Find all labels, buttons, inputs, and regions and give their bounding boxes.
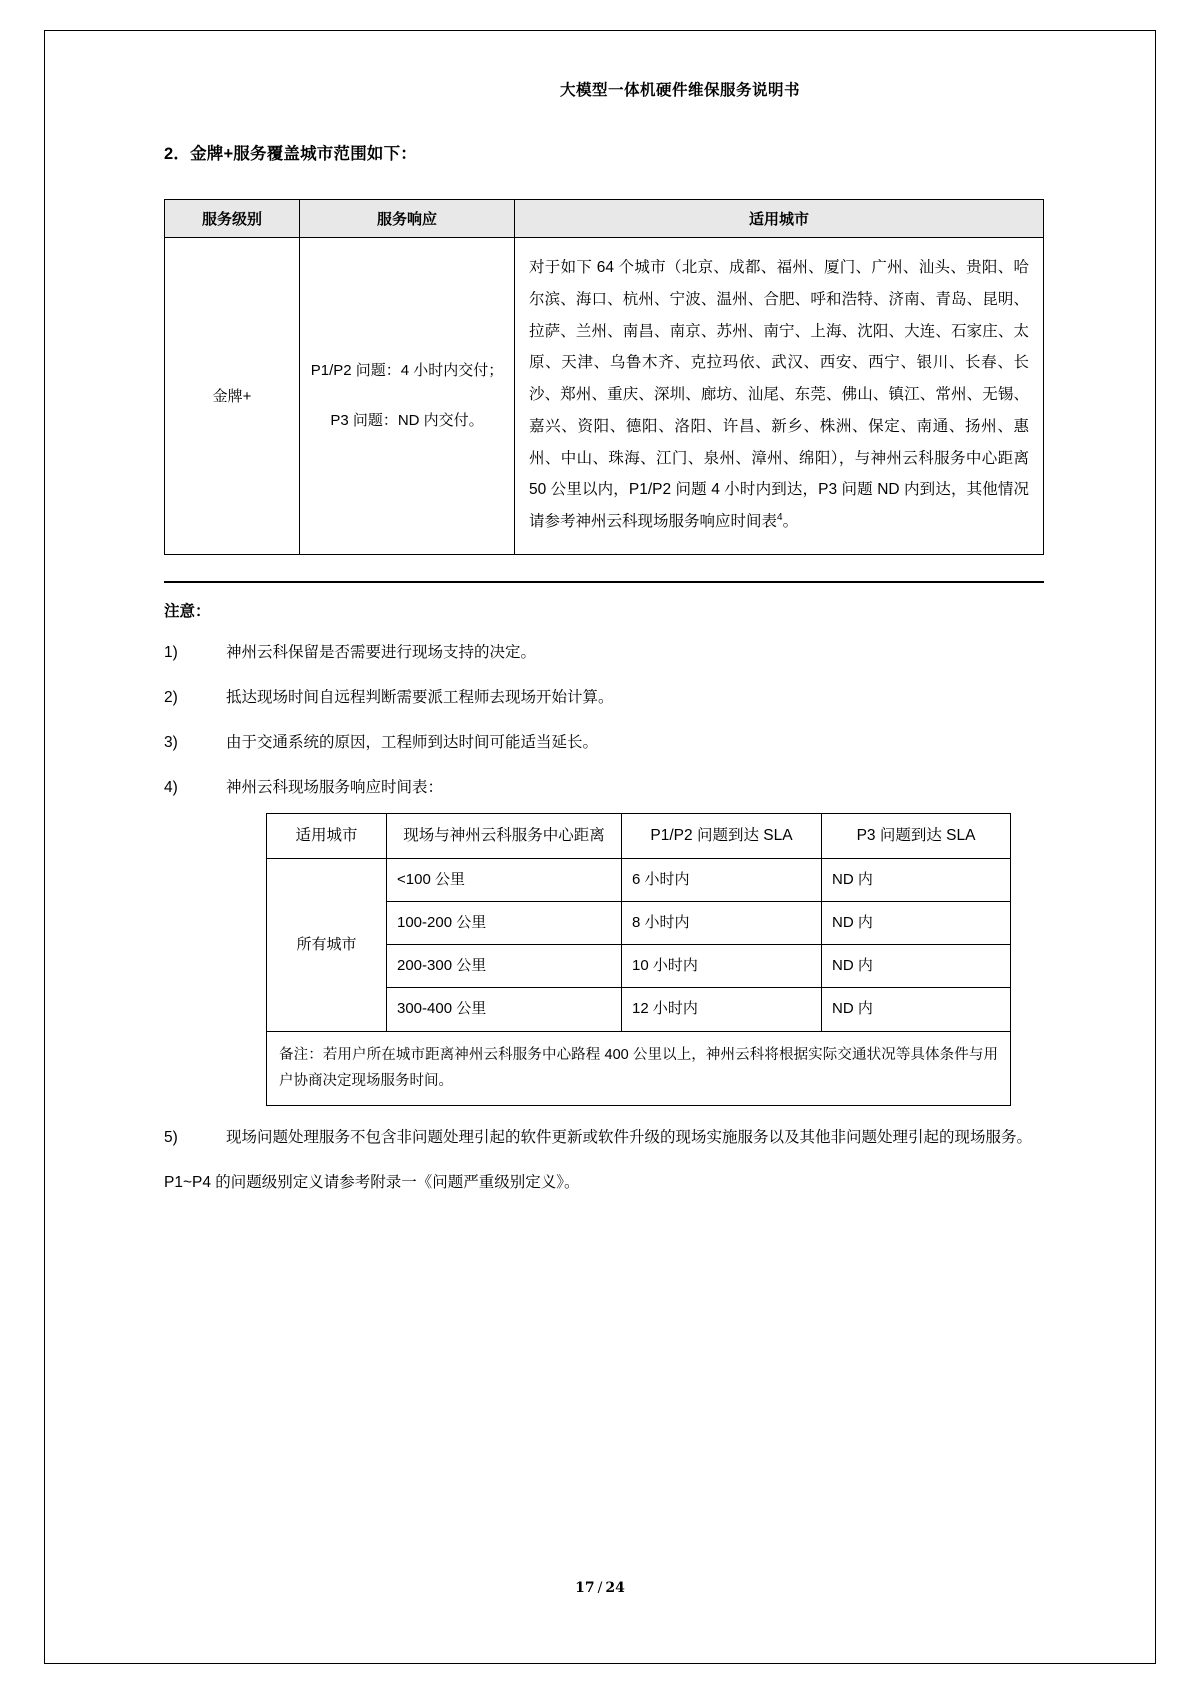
list-item-number: 3) [164, 734, 178, 752]
cell-table2-remark: 备注：若用户所在城市距离神州云科服务中心路程 400 公里以上，神州云科将根据实际交通状况等具体条件与用户协商决定现场服务时间。 [267, 1031, 1011, 1106]
cell-p1p2-sla: 8 小时内 [622, 901, 822, 944]
cell-distance: 300-400 公里 [387, 988, 622, 1031]
table-header-row [267, 814, 1011, 858]
divider [164, 581, 1044, 583]
notice-label: 注意： [164, 602, 211, 620]
response-line-2: P3 问题：ND 内交付。 [330, 411, 484, 429]
table2-col-p3-sla: P3 问题到达 SLA [822, 814, 1011, 858]
page-body [164, 140, 1044, 1197]
cell-distance: 200-300 公里 [387, 945, 622, 988]
table2-col-applicable-cities: 适用城市 [267, 814, 387, 858]
table-row [267, 858, 1011, 901]
table-row [165, 238, 1044, 555]
list-item-number: 1) [164, 643, 178, 661]
table-row [267, 1031, 1011, 1106]
list-item-text: 由于交通系统的原因，工程师到达时间可能适当延长。 [226, 734, 599, 752]
cell-p3-sla: ND 内 [822, 988, 1011, 1031]
list-item-number: 4) [164, 779, 178, 797]
onsite-sla-table-wrapper [266, 813, 1011, 1106]
list-item-text: 神州云科保留是否需要进行现场支持的决定。 [226, 643, 537, 661]
page-footer [44, 1580, 1156, 1596]
list-item [164, 684, 1044, 711]
page-content [44, 30, 1156, 1664]
cell-distance: <100 公里 [387, 858, 622, 901]
list-item-number: 5) [164, 1129, 178, 1147]
table2-col-distance: 现场与神州云科服务中心距离 [387, 814, 622, 858]
table-header-row [165, 200, 1044, 238]
cell-distance: 100-200 公里 [387, 901, 622, 944]
list-item [164, 729, 1044, 756]
section-heading: 2．金牌+服务覆盖城市范围如下： [164, 145, 418, 163]
table1-col-applicable-cities: 适用城市 [515, 200, 1044, 238]
page-number-separator: / [597, 1580, 603, 1596]
cell-service-level: 金牌+ [165, 238, 300, 555]
table1-col-service-response: 服务响应 [300, 200, 515, 238]
list-item [164, 639, 1044, 666]
appendix-reference-text: P1~P4 的问题级别定义请参考附录一《问题严重级别定义》。 [164, 1174, 580, 1192]
list-item-text: 现场问题处理服务不包含非问题处理引起的软件更新或软件升级的现场实施服务以及其他非问题处理引起的现场服务。 [226, 1129, 1033, 1147]
cities-text-tail: 。 [782, 513, 799, 531]
cell-p3-sla: ND 内 [822, 858, 1011, 901]
onsite-sla-table [266, 813, 1011, 1106]
list-item [164, 774, 1044, 1106]
cell-p1p2-sla: 6 小时内 [622, 858, 822, 901]
cell-p1p2-sla: 12 小时内 [622, 988, 822, 1031]
table1-col-service-level: 服务级别 [165, 200, 300, 238]
response-line-1: P1/P2 问题：4 小时内交付； [310, 362, 504, 380]
page-header [44, 78, 1156, 100]
header-title: 大模型一体机硬件维保服务说明书 [559, 80, 800, 99]
notes-list [164, 639, 1044, 1152]
cell-p3-sla: ND 内 [822, 945, 1011, 988]
cities-text: 对于如下 64 个城市（北京、成都、福州、厦门、广州、汕头、贵阳、哈尔滨、海口、杭州、宁波、温州、合肥、呼和浩特、济南、青岛、昆明、拉萨、兰州、南昌、南京、苏州、南宁、上海、沈阳、大连、石家庄、太原、天津、乌鲁木齐、克拉玛依、武汉、西安、西宁、银川、长春、长沙、郑州、重庆、深圳、廊坊、汕尾、东莞、佛山、镇江、常州、无锡、嘉兴、资阳、德阳、洛阳、许昌、新乡、株洲、保定、南通、扬州、惠州、中山、珠海、江门、泉州、漳州、绵阳），与神州云科服务中心距离 50 公里以内，P1/P2 问题 4 小时内到达，P3 问题 ND 内到达，其他情况请参考神州云科现场服务响应时间表 [529, 259, 1029, 531]
page-number-total: 24 [605, 1580, 625, 1596]
gold-plus-coverage-table [164, 199, 1044, 555]
cell-all-cities: 所有城市 [267, 858, 387, 1031]
cell-p3-sla: ND 内 [822, 901, 1011, 944]
list-item-number: 2) [164, 689, 178, 707]
cell-applicable-cities [515, 238, 1044, 555]
cell-p1p2-sla: 10 小时内 [622, 945, 822, 988]
footnote-marker: 4 [777, 511, 783, 523]
page-number-current: 17 [575, 1580, 595, 1596]
cell-service-response [300, 238, 515, 555]
list-item [164, 1124, 1044, 1151]
list-item-text: 抵达现场时间自远程判断需要派工程师去现场开始计算。 [226, 689, 614, 707]
list-item-text: 神州云科现场服务响应时间表： [226, 779, 444, 797]
table2-col-p1p2-sla: P1/P2 问题到达 SLA [622, 814, 822, 858]
